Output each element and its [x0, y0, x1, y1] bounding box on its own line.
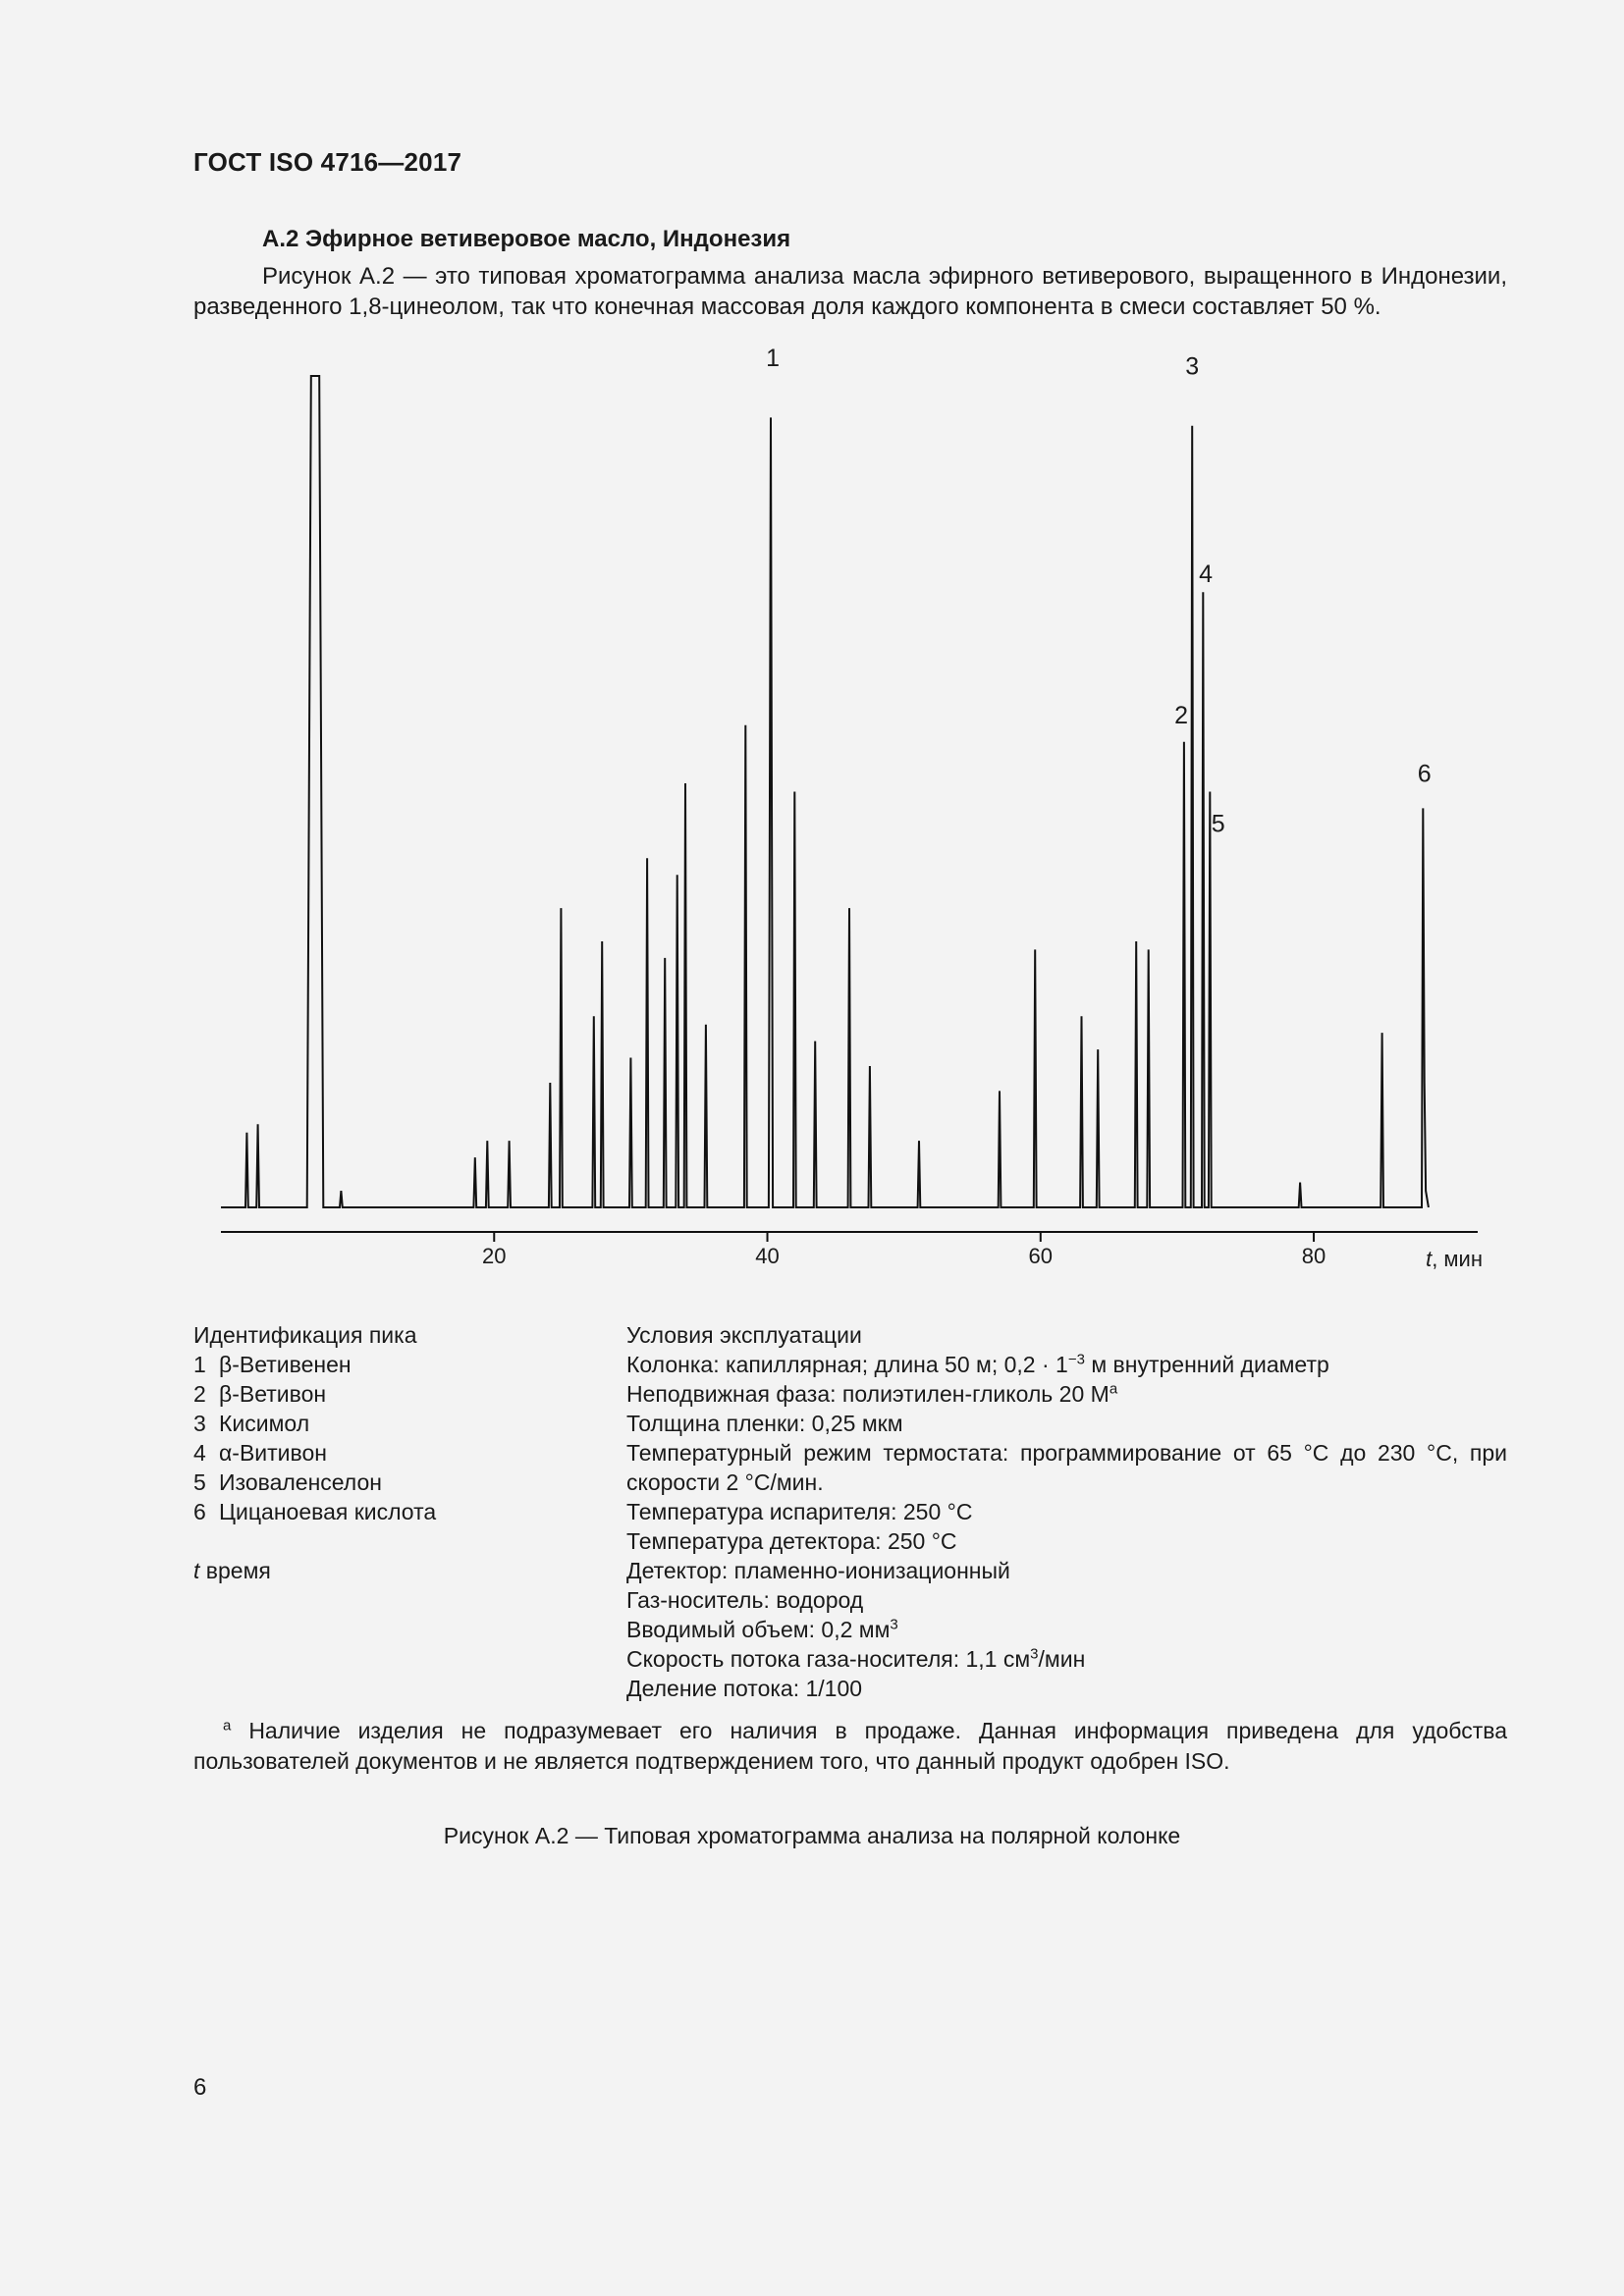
- peak-label-2: 2: [1174, 702, 1189, 730]
- footnote-text: Наличие изделия не подразумевает его наличия в продаже. Данная информация приведена для удобства пользователей документов и не является подтверждением того, что данный продукт одобрен ISO.: [193, 1718, 1507, 1774]
- condition-phase: Неподвижная фаза: полиэтилен-гликоль 20 $М^a$: [626, 1380, 1118, 1407]
- condition-temp-mode: Температурный режим термостата: программирование от 65 °С до 230 °С, при скорости 2 °С/мин.: [626, 1440, 1507, 1495]
- condition-flow: Скорость потока газа-носителя: 1,1 $см^3$/мин: [626, 1645, 1086, 1672]
- x-axis-unit: , мин: [1432, 1247, 1483, 1271]
- peak-legend-item: 1 β-Ветивенен: [193, 1352, 352, 1377]
- x-tick-label: 80: [1301, 1244, 1326, 1268]
- condition-evaporator: Температура испарителя: 250 °С: [626, 1499, 973, 1524]
- operating-conditions: [626, 1320, 1507, 1703]
- peak-legend-item: 3 Кисимол: [193, 1411, 310, 1436]
- peak-labels: [766, 348, 1432, 837]
- figure-caption: Рисунок А.2 — Типовая хроматограмма анализа на полярной колонке: [443, 1823, 1181, 1848]
- intro-paragraph: Рисунок А.2 — это типовая хроматограмма анализа масла эфирного ветиверового, выращенного в Индонезии, разведенного 1,8-цинеолом, так что конечная массовая доля каждого компонента в смеси составляет 50 %.: [193, 263, 1507, 320]
- section-title: А.2 Эфирное ветиверовое масло, Индонезия: [262, 226, 791, 252]
- peak-legend-title: Идентификация пика: [193, 1322, 417, 1348]
- peak-legend-item: 6 Цицаноевая кислота: [193, 1499, 437, 1524]
- peak-label-4: 4: [1199, 561, 1214, 589]
- condition-detector-temp: Температура детектора: 250 °С: [626, 1528, 957, 1554]
- condition-split: Деление потока: 1/100: [626, 1676, 863, 1701]
- x-axis-variable: t: [1426, 1247, 1433, 1271]
- condition-carrier: Газ-носитель: водород: [626, 1587, 864, 1613]
- chromatogram-chart: [196, 348, 1502, 1291]
- footnote-mark: a: [223, 1717, 232, 1735]
- peak-legend-item: 4 α-Витивон: [193, 1440, 327, 1466]
- document-header: ГОСТ ISO 4716—2017: [193, 147, 462, 177]
- page-number: 6: [193, 2074, 207, 2101]
- condition-detector: Детектор: пламенно-ионизационный: [626, 1558, 1010, 1583]
- condition-film: Толщина пленки: 0,25 мкм: [626, 1411, 903, 1436]
- peak-label-6: 6: [1417, 760, 1432, 788]
- peak-legend: [193, 1320, 616, 1585]
- peak-label-1: 1: [766, 348, 781, 372]
- x-axis-label: [1426, 1247, 1483, 1271]
- conditions-title: Условия эксплуатации: [626, 1322, 862, 1348]
- time-legend-item: t время: [193, 1558, 271, 1583]
- chromatogram-trace: [221, 376, 1429, 1207]
- peak-legend-item: 2 β-Ветивон: [193, 1381, 327, 1407]
- x-tick-label: 40: [755, 1244, 780, 1268]
- condition-column: Колонка: капиллярная; длина 50 м; $0,2 \cdot 1^{-3}$ м внутренний диаметр: [626, 1351, 1329, 1377]
- x-tick-label: 60: [1028, 1244, 1054, 1268]
- x-tick-label: 20: [482, 1244, 507, 1268]
- condition-volume: Вводимый объем: 0,2 $мм^3$: [626, 1616, 898, 1642]
- x-axis-ticks: [482, 1232, 1326, 1268]
- peak-label-3: 3: [1185, 352, 1200, 381]
- footnote: [193, 1716, 1507, 1777]
- peak-label-5: 5: [1211, 810, 1225, 838]
- peak-legend-item: 5 Изоваленселон: [193, 1469, 382, 1495]
